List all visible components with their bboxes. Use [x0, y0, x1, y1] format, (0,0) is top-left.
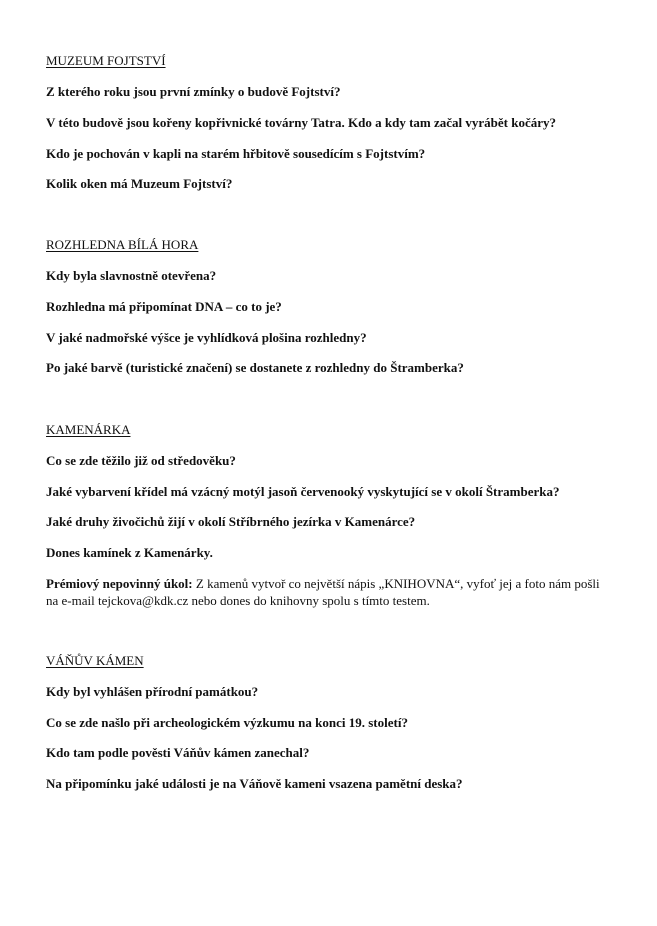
question: Kdy byl vyhlášen přírodní památkou?	[46, 684, 259, 699]
question: Po jaké barvě (turistické značení) se dostanete z rozhledny do Štramberka?	[46, 360, 464, 375]
question: Jaké vybarvení křídel má vzácný motýl jasoň červenooký vyskytující se v okolí Štramberka?	[46, 484, 560, 499]
section-heading-rozhledna-bila-hora: ROZHLEDNA BÍLÁ HORA	[46, 237, 199, 252]
question: Rozhledna má připomínat DNA – co to je?	[46, 299, 282, 314]
question: V jaké nadmořské výšce je vyhlídková plošina rozhledny?	[46, 330, 367, 345]
question: Co se zde těžilo již od středověku?	[46, 453, 236, 468]
question: Kolik oken má Muzeum Fojtství?	[46, 176, 233, 191]
section-heading-vanuv-kamen: VÁŇŮV KÁMEN	[46, 653, 144, 668]
question: Kdo tam podle pověsti Váňův kámen zanechal?	[46, 745, 310, 760]
section-heading-muzeum-fojtstvi: MUZEUM FOJTSTVÍ	[46, 53, 166, 68]
question: Na připomínku jaké události je na Váňově kameni vsazena pamětní deska?	[46, 776, 463, 791]
question: Kdy byla slavnostně otevřena?	[46, 268, 217, 283]
question: V této budově jsou kořeny kopřivnické továrny Tatra. Kdo a kdy tam začal vyrábět kočáry?	[46, 115, 557, 130]
question: Jaké druhy živočichů žijí v okolí Stříbrného jezírka v Kamenárce?	[46, 514, 416, 529]
question: Kdo je pochován v kapli na starém hřbitově sousedícím s Fojtstvím?	[46, 146, 426, 161]
premium-task	[46, 575, 606, 609]
question: Co se zde našlo při archeologickém výzkumu na konci 19. století?	[46, 715, 408, 730]
premium-task-label: Prémiový nepovinný úkol:	[46, 576, 193, 591]
question: Dones kamínek z Kamenárky.	[46, 545, 213, 560]
premium-task-text: Z kamenů vytvoř co největší nápis „KNIHOVNA“, vyfoť jej a foto nám pošli na e-mail tejckova@kdk.cz nebo dones do knihovny spolu s tímto testem.	[46, 576, 600, 608]
section-heading-kamenarka: KAMENÁRKA	[46, 422, 131, 437]
question: Z kterého roku jsou první zmínky o budově Fojtství?	[46, 84, 341, 99]
